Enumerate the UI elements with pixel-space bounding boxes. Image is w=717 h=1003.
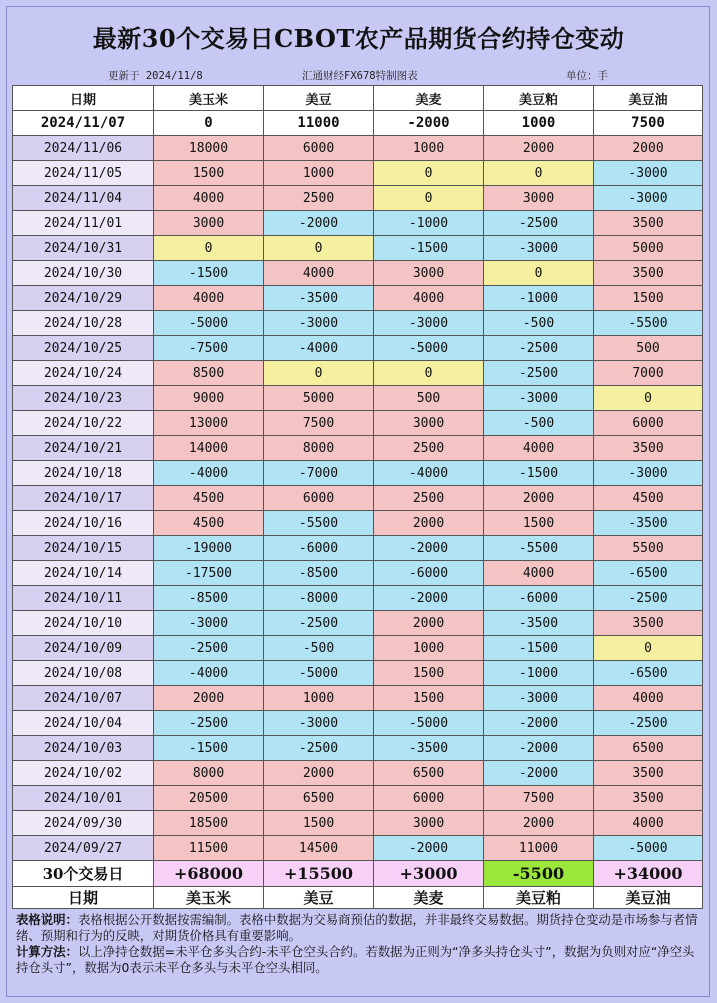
- soymeal-value-cell: -3500: [484, 611, 594, 636]
- wheat-value-cell: -1000: [374, 211, 484, 236]
- title-banner: [10, 12, 707, 66]
- soybean-value-cell: 4000: [264, 261, 374, 286]
- footer-date: 日期: [13, 887, 154, 909]
- table-row: [13, 286, 703, 311]
- soymeal-value-cell: -5500: [484, 536, 594, 561]
- soyoil-value-cell: 7500: [594, 111, 703, 136]
- soymeal-value-cell: -6000: [484, 586, 594, 611]
- source-credit: 汇通财经FX678特制图表: [302, 70, 418, 82]
- soymeal-value-cell: -3000: [484, 386, 594, 411]
- soybean-value-cell: -3000: [264, 711, 374, 736]
- corn-value-cell: 18000: [154, 136, 264, 161]
- table-body: [13, 111, 703, 861]
- table-row: [13, 211, 703, 236]
- wheat-value-cell: -2000: [374, 586, 484, 611]
- corn-value-cell: 0: [154, 236, 264, 261]
- table-row: [13, 786, 703, 811]
- soyoil-value-cell: -6500: [594, 661, 703, 686]
- soyoil-value-cell: 3500: [594, 211, 703, 236]
- date-cell: 2024/10/08: [13, 661, 154, 686]
- corn-value-cell: 8500: [154, 361, 264, 386]
- wheat-value-cell: 6000: [374, 786, 484, 811]
- soyoil-value-cell: -5000: [594, 836, 703, 861]
- soyoil-value-cell: 4500: [594, 486, 703, 511]
- date-cell: 2024/10/25: [13, 336, 154, 361]
- soybean-value-cell: 6000: [264, 486, 374, 511]
- soyoil-value-cell: 3500: [594, 761, 703, 786]
- soyoil-value-cell: 3500: [594, 436, 703, 461]
- soyoil-value-cell: -2500: [594, 586, 703, 611]
- wheat-value-cell: 3000: [374, 811, 484, 836]
- table-row: [13, 511, 703, 536]
- soyoil-value-cell: -3000: [594, 186, 703, 211]
- soymeal-value-cell: 2000: [484, 486, 594, 511]
- soyoil-value-cell: 3500: [594, 786, 703, 811]
- soybean-value-cell: -5500: [264, 511, 374, 536]
- header-corn: 美玉米: [154, 86, 264, 111]
- date-cell: 2024/11/06: [13, 136, 154, 161]
- table-row: [13, 636, 703, 661]
- corn-value-cell: 3000: [154, 211, 264, 236]
- summary-row: [13, 861, 703, 887]
- date-cell: 2024/10/07: [13, 686, 154, 711]
- soyoil-value-cell: 5000: [594, 236, 703, 261]
- corn-value-cell: -2500: [154, 711, 264, 736]
- date-cell: 2024/10/30: [13, 261, 154, 286]
- table-row: [13, 561, 703, 586]
- date-cell: 2024/10/15: [13, 536, 154, 561]
- table-row: [13, 486, 703, 511]
- corn-value-cell: -17500: [154, 561, 264, 586]
- table-row: [13, 686, 703, 711]
- table-row: [13, 711, 703, 736]
- footer-soyoil: 美豆油: [594, 887, 703, 909]
- soybean-value-cell: 2500: [264, 186, 374, 211]
- table-row: [13, 586, 703, 611]
- corn-value-cell: -8500: [154, 586, 264, 611]
- date-cell: 2024/10/21: [13, 436, 154, 461]
- soybean-value-cell: 1500: [264, 811, 374, 836]
- footer-corn: 美玉米: [154, 887, 264, 909]
- header-soyoil: 美豆油: [594, 86, 703, 111]
- soybean-value-cell: 5000: [264, 386, 374, 411]
- wheat-value-cell: 2000: [374, 611, 484, 636]
- corn-value-cell: 2000: [154, 686, 264, 711]
- corn-value-cell: 4500: [154, 511, 264, 536]
- wheat-value-cell: 0: [374, 161, 484, 186]
- soyoil-value-cell: 500: [594, 336, 703, 361]
- table-row: [13, 261, 703, 286]
- soybean-value-cell: 1000: [264, 161, 374, 186]
- soybean-value-cell: -3000: [264, 311, 374, 336]
- soybean-value-cell: 14500: [264, 836, 374, 861]
- table-row: [13, 361, 703, 386]
- corn-value-cell: -1500: [154, 261, 264, 286]
- soybean-value-cell: -5000: [264, 661, 374, 686]
- corn-value-cell: 14000: [154, 436, 264, 461]
- date-cell: 2024/09/27: [13, 836, 154, 861]
- soybean-value-cell: 1000: [264, 686, 374, 711]
- date-cell: 2024/10/16: [13, 511, 154, 536]
- soyoil-value-cell: -2500: [594, 711, 703, 736]
- wheat-value-cell: 1500: [374, 686, 484, 711]
- date-cell: 2024/10/29: [13, 286, 154, 311]
- soyoil-value-cell: 7000: [594, 361, 703, 386]
- header-soybean: 美豆: [264, 86, 374, 111]
- soymeal-value-cell: 0: [484, 261, 594, 286]
- date-cell: 2024/10/04: [13, 711, 154, 736]
- soymeal-value-cell: 4000: [484, 561, 594, 586]
- soymeal-value-cell: 0: [484, 161, 594, 186]
- calculation-method: [16, 944, 702, 976]
- table-row: [13, 836, 703, 861]
- wheat-value-cell: -3000: [374, 311, 484, 336]
- date-cell: 2024/10/01: [13, 786, 154, 811]
- corn-value-cell: 9000: [154, 386, 264, 411]
- corn-value-cell: 4500: [154, 486, 264, 511]
- soybean-value-cell: -8000: [264, 586, 374, 611]
- date-cell: 2024/11/04: [13, 186, 154, 211]
- table-row: [13, 136, 703, 161]
- corn-value-cell: -4000: [154, 661, 264, 686]
- soybean-value-cell: 7500: [264, 411, 374, 436]
- soybean-value-cell: -500: [264, 636, 374, 661]
- date-cell: 2024/10/17: [13, 486, 154, 511]
- page-title: 最新30个交易日CBOT农产品期货合约持仓变动: [92, 24, 625, 53]
- wheat-value-cell: 4000: [374, 286, 484, 311]
- table-row: [13, 736, 703, 761]
- soyoil-value-cell: 6000: [594, 411, 703, 436]
- positions-table: [12, 85, 703, 909]
- wheat-value-cell: 0: [374, 361, 484, 386]
- method-label: 计算方法：: [16, 944, 78, 959]
- soymeal-value-cell: -3000: [484, 236, 594, 261]
- soyoil-value-cell: -3000: [594, 161, 703, 186]
- date-cell: 2024/10/09: [13, 636, 154, 661]
- soyoil-value-cell: 2000: [594, 136, 703, 161]
- date-cell: 2024/11/05: [13, 161, 154, 186]
- soybean-value-cell: 8000: [264, 436, 374, 461]
- corn-value-cell: -2500: [154, 636, 264, 661]
- table-row: [13, 761, 703, 786]
- soyoil-value-cell: 1500: [594, 286, 703, 311]
- table-row: [13, 161, 703, 186]
- soyoil-value-cell: -6500: [594, 561, 703, 586]
- header-soymeal: 美豆粕: [484, 86, 594, 111]
- header-row: [13, 86, 703, 111]
- summary-soyoil: +34000: [594, 861, 703, 887]
- soymeal-value-cell: 3000: [484, 186, 594, 211]
- footer-header-row: [13, 887, 703, 909]
- soymeal-value-cell: -3000: [484, 686, 594, 711]
- soybean-value-cell: -2000: [264, 211, 374, 236]
- soybean-value-cell: -2500: [264, 611, 374, 636]
- soybean-value-cell: -6000: [264, 536, 374, 561]
- date-cell: 2024/10/10: [13, 611, 154, 636]
- wheat-value-cell: 1500: [374, 661, 484, 686]
- wheat-value-cell: 500: [374, 386, 484, 411]
- summary-corn: +68000: [154, 861, 264, 887]
- soybean-value-cell: -3500: [264, 286, 374, 311]
- corn-value-cell: 4000: [154, 186, 264, 211]
- soyoil-value-cell: -5500: [594, 311, 703, 336]
- corn-value-cell: 1500: [154, 161, 264, 186]
- soyoil-value-cell: -3000: [594, 461, 703, 486]
- soymeal-value-cell: 2000: [484, 811, 594, 836]
- soyoil-value-cell: 0: [594, 636, 703, 661]
- soyoil-value-cell: 3500: [594, 261, 703, 286]
- update-date: 更新于 2024/11/8: [108, 70, 203, 82]
- summary-wheat: +3000: [374, 861, 484, 887]
- soybean-value-cell: -4000: [264, 336, 374, 361]
- footer-soybean: 美豆: [264, 887, 374, 909]
- soymeal-value-cell: 7500: [484, 786, 594, 811]
- date-cell: 2024/10/23: [13, 386, 154, 411]
- wheat-value-cell: -6000: [374, 561, 484, 586]
- wheat-value-cell: -4000: [374, 461, 484, 486]
- summary-label: 30个交易日: [13, 861, 154, 887]
- soymeal-value-cell: -2000: [484, 711, 594, 736]
- summary-soybean: +15500: [264, 861, 374, 887]
- soyoil-value-cell: 4000: [594, 811, 703, 836]
- wheat-value-cell: 2500: [374, 436, 484, 461]
- table-row: [13, 336, 703, 361]
- soybean-value-cell: 0: [264, 236, 374, 261]
- table-row: [13, 236, 703, 261]
- header-date: 日期: [13, 86, 154, 111]
- table-description: [16, 912, 702, 944]
- soymeal-value-cell: -1000: [484, 286, 594, 311]
- corn-value-cell: 11500: [154, 836, 264, 861]
- soymeal-value-cell: -1500: [484, 636, 594, 661]
- soybean-value-cell: 0: [264, 361, 374, 386]
- wheat-value-cell: -1500: [374, 236, 484, 261]
- date-cell: 2024/11/07: [13, 111, 154, 136]
- soymeal-value-cell: -2500: [484, 336, 594, 361]
- soymeal-value-cell: 1000: [484, 111, 594, 136]
- soymeal-value-cell: -2500: [484, 361, 594, 386]
- wheat-value-cell: -5000: [374, 336, 484, 361]
- soymeal-value-cell: 2000: [484, 136, 594, 161]
- wheat-value-cell: 6500: [374, 761, 484, 786]
- date-cell: 2024/10/18: [13, 461, 154, 486]
- wheat-value-cell: -2000: [374, 836, 484, 861]
- corn-value-cell: -19000: [154, 536, 264, 561]
- corn-value-cell: 0: [154, 111, 264, 136]
- table-row: [13, 386, 703, 411]
- soymeal-value-cell: 11000: [484, 836, 594, 861]
- table-row: [13, 461, 703, 486]
- date-cell: 2024/10/14: [13, 561, 154, 586]
- date-cell: 2024/11/01: [13, 211, 154, 236]
- description-label: 表格说明：: [16, 912, 78, 927]
- soyoil-value-cell: 0: [594, 386, 703, 411]
- summary-soymeal: -5500: [484, 861, 594, 887]
- corn-value-cell: -4000: [154, 461, 264, 486]
- corn-value-cell: 4000: [154, 286, 264, 311]
- corn-value-cell: 8000: [154, 761, 264, 786]
- soymeal-value-cell: -2000: [484, 761, 594, 786]
- wheat-value-cell: 3000: [374, 261, 484, 286]
- soybean-value-cell: 2000: [264, 761, 374, 786]
- date-cell: 2024/10/24: [13, 361, 154, 386]
- date-cell: 2024/10/22: [13, 411, 154, 436]
- corn-value-cell: 13000: [154, 411, 264, 436]
- notes-block: [16, 912, 702, 976]
- table-row: [13, 186, 703, 211]
- soybean-value-cell: -2500: [264, 736, 374, 761]
- wheat-value-cell: -5000: [374, 711, 484, 736]
- soymeal-value-cell: -500: [484, 411, 594, 436]
- table-row: [13, 536, 703, 561]
- corn-value-cell: 20500: [154, 786, 264, 811]
- soybean-value-cell: 6000: [264, 136, 374, 161]
- table-row: [13, 436, 703, 461]
- corn-value-cell: -7500: [154, 336, 264, 361]
- date-cell: 2024/09/30: [13, 811, 154, 836]
- header-wheat: 美麦: [374, 86, 484, 111]
- soymeal-value-cell: 4000: [484, 436, 594, 461]
- soybean-value-cell: 11000: [264, 111, 374, 136]
- soymeal-value-cell: -2000: [484, 736, 594, 761]
- wheat-value-cell: 2500: [374, 486, 484, 511]
- wheat-value-cell: -2000: [374, 111, 484, 136]
- soyoil-value-cell: -3500: [594, 511, 703, 536]
- soymeal-value-cell: -1000: [484, 661, 594, 686]
- corn-value-cell: 18500: [154, 811, 264, 836]
- date-cell: 2024/10/28: [13, 311, 154, 336]
- table-row: [13, 311, 703, 336]
- soybean-value-cell: 6500: [264, 786, 374, 811]
- date-cell: 2024/10/11: [13, 586, 154, 611]
- soyoil-value-cell: 6500: [594, 736, 703, 761]
- date-cell: 2024/10/02: [13, 761, 154, 786]
- date-cell: 2024/10/03: [13, 736, 154, 761]
- wheat-value-cell: 1000: [374, 636, 484, 661]
- wheat-value-cell: 3000: [374, 411, 484, 436]
- description-text: 表格根据公开数据按需编制。表格中数据为交易商预估的数据，并非最终交易数据。期货持仓变动是市场参与者情绪、预期和行为的反映，对期货价格具有重要影响。: [16, 912, 698, 943]
- corn-value-cell: -1500: [154, 736, 264, 761]
- soymeal-value-cell: -500: [484, 311, 594, 336]
- unit-label: 单位：手: [566, 70, 608, 82]
- table-row: [13, 611, 703, 636]
- footer-wheat: 美麦: [374, 887, 484, 909]
- soybean-value-cell: -8500: [264, 561, 374, 586]
- wheat-value-cell: -2000: [374, 536, 484, 561]
- table-row: [13, 411, 703, 436]
- wheat-value-cell: 2000: [374, 511, 484, 536]
- method-text: 以上净持仓数据=未平仓多头合约-未平仓空头合约。若数据为正则为“净多头持仓头寸”，数据为负则对应“净空头持仓头寸”，数据为0表示未平仓多头与未平仓空头相同。: [16, 944, 695, 975]
- table-row: [13, 111, 703, 136]
- soybean-value-cell: -7000: [264, 461, 374, 486]
- table-row: [13, 661, 703, 686]
- corn-value-cell: -5000: [154, 311, 264, 336]
- corn-value-cell: -3000: [154, 611, 264, 636]
- footer-soymeal: 美豆粕: [484, 887, 594, 909]
- wheat-value-cell: 0: [374, 186, 484, 211]
- soyoil-value-cell: 4000: [594, 686, 703, 711]
- soymeal-value-cell: -1500: [484, 461, 594, 486]
- soyoil-value-cell: 3500: [594, 611, 703, 636]
- soymeal-value-cell: -2500: [484, 211, 594, 236]
- wheat-value-cell: -3500: [374, 736, 484, 761]
- wheat-value-cell: 1000: [374, 136, 484, 161]
- table-row: [13, 811, 703, 836]
- soyoil-value-cell: 5500: [594, 536, 703, 561]
- date-cell: 2024/10/31: [13, 236, 154, 261]
- soymeal-value-cell: 1500: [484, 511, 594, 536]
